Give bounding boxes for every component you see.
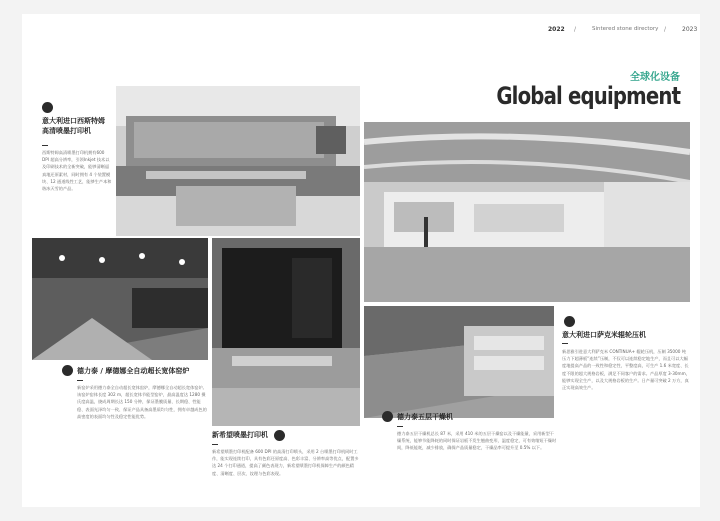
bullet-dot	[274, 430, 285, 441]
section-body: 新窑炉采用德力泰全自动超长宽体窑炉，摩德娜全自动超长宽体窑炉。该窑炉窑体长度 302 m，超长宽体节能型窑炉，最高温度达 1280 摄氏度高温，烧成周期长达 150 分钟，保证墨膜质量、长期稳、性能稳、表面光泽均匀一致、保证产品具备高墨质均匀性，拥有卓越成色的高密度的表面均匀性及稳定性能优势。	[77, 385, 207, 419]
printer-photo-top	[116, 86, 360, 236]
section-title-cn: 全球化设备	[630, 72, 680, 83]
section-title-en: Global equipment	[496, 82, 680, 110]
header-year: 2023	[682, 26, 698, 33]
bullet-dot	[62, 365, 73, 376]
section-heading: 德力泰五层干燥机	[397, 413, 453, 421]
section-body: 西斯特姆高清喷墨打印机拥有600 DPI 超高分辨率，引领Inkjet 技术以及印刷技术的全新突破，能够清晰逼真地还原素材，同时拥有 4 个装置模块、12 通道线性工艺，能够生产本和谐冰天雪的产品。	[42, 150, 112, 192]
inkjet-cabinet-photo	[212, 238, 360, 426]
factory-hall-photo	[364, 122, 690, 302]
section-body: 德力泰五层干燥机总长 87 米，采用 410 米的五层干燥窑以及干燥能量，采用新型干燥系统，能够节能降耗的同时保证岩板不发生翘曲变形，温度稳定，可有效缩短干燥时间，降低能耗，减少排放，确保产品质量稳定，干燥品率可提升至 0.5% 以下。	[397, 431, 557, 451]
bullet-dot	[42, 102, 53, 113]
bullet-dot	[564, 316, 575, 327]
section-heading: 意大利进口萨克米辊轮压机	[562, 331, 646, 339]
divider	[562, 343, 568, 344]
press-line-photo	[364, 306, 554, 418]
section-heading: 德力泰 / 摩德娜全自动超长宽体窑炉	[77, 367, 190, 375]
section-body: 新思雅引进意大利萨克米 CONTINUA+ 辊轮压机，压制 35000 吨压力下超薄板“连续”压制，不仅可以连续稳定地生产，而且可以大幅度地提高产品的一致性和稳定性，平整度高，可生产 1.6 米宽度、长度不限的超大规格岩板，满足不同客户的需求。产品厚度 3-30mm，能够实现全生产，以及大规格岩板的生产。日产量可突破 2 万方，真正实现高效生产。	[562, 349, 690, 391]
section-heading: 意大利进口西斯特姆高清喷墨打印机	[42, 117, 105, 135]
header-crumb: Sintered stone directory	[592, 26, 659, 32]
bullet-dot	[382, 411, 393, 422]
section-body: 新希望喷墨打印机配备 600 DPI 的高清打印喷头，采用 2 台喷墨打印机同时工作，能实现连续打印，具有色彩还原度高、色彩丰富、分辨率高等优点，配置多达 24 个打印通道，提高了颜色表现力，新希望喷墨打印机保障生产的颜色精度、清晰度、层次、纹理与色彩表现。	[212, 449, 359, 476]
header-separator-2: /	[664, 26, 667, 33]
header-brand: 2022	[548, 26, 565, 33]
divider	[397, 426, 403, 427]
divider	[77, 380, 83, 381]
brochure-page	[22, 14, 700, 507]
section-heading: 新希望喷墨打印机	[212, 431, 268, 439]
header-bar	[22, 14, 700, 54]
divider	[42, 145, 48, 146]
kiln-tunnel-photo	[32, 238, 208, 360]
header-separator: /	[574, 26, 577, 33]
divider	[212, 444, 218, 445]
